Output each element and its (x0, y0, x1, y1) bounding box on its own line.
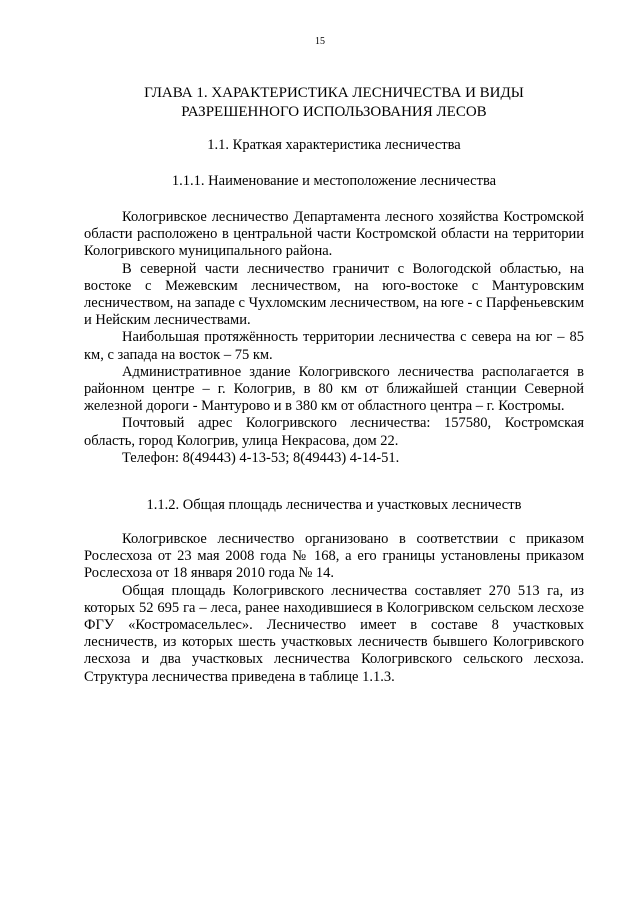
chapter-title-line-1: ГЛАВА 1. ХАРАКТЕРИСТИКА ЛЕСНИЧЕСТВА И ВИДЫ (144, 85, 524, 101)
section-heading-1-1: 1.1. Краткая характеристика лесничества (207, 137, 461, 153)
paragraph: Телефон: 8(49443) 4-13-53; 8(49443) 4-14-51. (122, 449, 400, 466)
paragraph: В северной части лесничество граничит с Вологодской областью, на востоке с Межевским лесничеством, на юго-востоке с Мантуровским лесничеством, на западе с Чухломским лесничеством, на юге - с Парфеньевским и Нейским лесничествами. (84, 260, 584, 329)
section-heading-1-1-1: 1.1.1. Наименование и местоположение лесничества (171, 173, 497, 189)
section-heading-1-1-2: 1.1.2. Общая площадь лесничества и участковых лесничеств (146, 497, 522, 513)
paragraph: Кологривское лесничество Департамента лесного хозяйства Костромской области расположено в центральной части Костромской области на территории Кологривского муниципального района. (84, 209, 584, 260)
page-number: 15 (315, 36, 325, 47)
chapter-title-line-2: РАЗРЕШЕННОГО ИСПОЛЬЗОВАНИЯ ЛЕСОВ (181, 104, 487, 120)
paragraph: Административное здание Кологривского лесничества располагается в районном центре – г. Кологрив, в 80 км от ближайшей станции Северной железной дороги - Мантурово и в 380 км от областного центра – г. Костромы. (84, 363, 584, 415)
paragraph: Наибольшая протяжённость территории лесничества с севера на юг – 85 км, с запада на восток – 75 км. (84, 329, 584, 363)
paragraph: Общая площадь Кологривского лесничества составляет 270 513 га, из которых 52 695 га – леса, ранее находившиеся в Кологривском сельском лесхозе ФГУ «Костромасельлес». Лесничество имеет в составе 8 участковых лесничеств, из которых шесть участковых лесничеств бывшего Кологривского лесхоза и два участковых лесничества Кологривского сельского лесхоза. Структура лесничества приведена в таблице 1.1.3. (84, 582, 584, 685)
section-1-1-2-body (84, 531, 584, 686)
paragraph: Кологривское лесничество организовано в соответствии с приказом Рослесхоза от 23 мая 2008 года № 168, а его границы установлены приказом Рослесхоза от 18 января 2010 года № 14. (84, 531, 584, 582)
chapter-title (84, 84, 584, 122)
paragraph: Почтовый адрес Кологривского лесничества: 157580, Костромская область, город Кологрив, улица Некрасова, дом 22. (84, 415, 584, 449)
section-1-1-1-body (84, 209, 584, 467)
